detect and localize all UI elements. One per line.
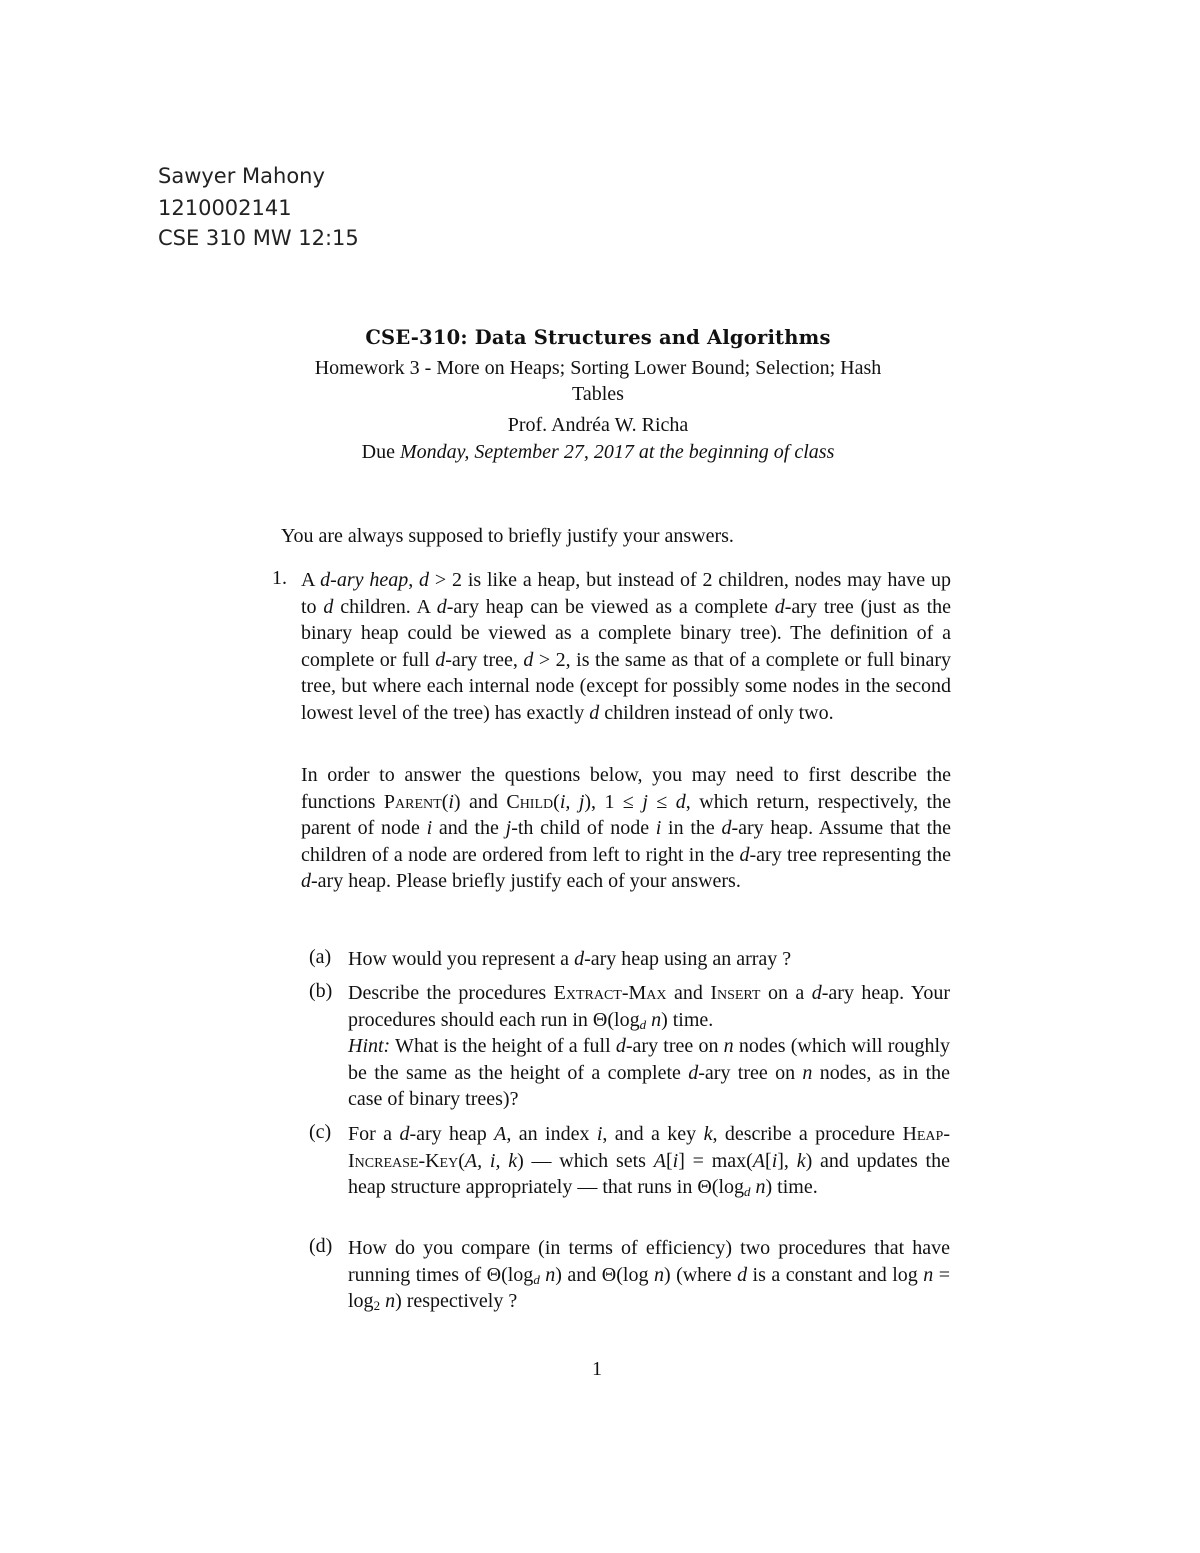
problem-1-number: 1. [272,567,287,589]
page-number: 1 [592,1358,602,1380]
intro-instruction: You are always supposed to briefly justify your answers. [281,525,734,547]
homework-title-line-2: Tables [572,383,624,405]
due-date-line [248,439,948,466]
professor-name: Prof. Andréa W. Richa [507,414,689,436]
subpart-b-label: (b) [309,980,333,1002]
due-prefix: Due [361,441,400,463]
problem-1-paragraph-1: A d-ary heap, d > 2 is like a heap, but instead of 2 children, nodes may have up to d children. A d-ary heap can be viewed as a complete d-ary tree (just as the binary heap could be viewed as a complete binary tree). The definition of a complete or full d-ary tree, d > 2, is the same as that of a complete or full binary tree, but where each internal node (except for possibly some nodes in the second lowest level of the tree) has exactly d children instead of only two. [301,569,952,724]
course-title: CSE-310: Data Structures and Algorithms [365,326,831,349]
subpart-a-label: (a) [309,946,332,968]
course-section: CSE 310 MW 12:15 [158,226,359,250]
problem-1-paragraph-2: In order to answer the questions below, you may need to first describe the functions Parent(i) and Child(i, j), 1 ≤ j ≤ d, which return, respectively, the parent of node i and the j-th child of node i in the d-ary heap. Assume that the children of a node are ordered from left to right in the d-ary tree representing the d-ary heap. Please briefly justify each of your answers. [301,764,952,893]
subpart-d-text: How do you compare (in terms of efficiency) two procedures that have running times of $\Theta(\log_d$ n) and Θ(log n) (where d is a constant and $\log n = \log_2 n$) respectively ? [348,1237,951,1314]
homework-title-line-1: Homework 3 - More on Heaps; Sorting Lower Bound; Selection; Hash [314,357,882,379]
title-block [248,326,948,349]
subpart-c-label: (c) [309,1121,332,1143]
subpart-a-text: How would you represent a d-ary heap using an array ? [348,948,792,970]
due-date: Monday, September 27, 2017 at the beginning of class [399,441,835,463]
subpart-b-text: Describe the procedures Extract-Max and Insert on a d-ary heap. Your procedures should each run in $\Theta(\log_d$ n) time. Hint: What is the height of a full d-ary tree on n nodes (which will roughly be the same as the height of a complete d-ary tree on n nodes, as in the case of binary trees)? [348,982,950,1111]
student-id: 1210002141 [158,196,292,220]
subpart-c-text: For a d-ary heap A, an index i, and a key k, describe a procedure Heap-Increase-Key(A, i, k) — which sets A[i] = max(A[i], k) and updates the heap structure appropriately — that runs in $\Theta(\log_d$ n) time. [348,1123,950,1200]
student-name: Sawyer Mahony [158,164,325,188]
subpart-d-label: (d) [309,1235,333,1257]
